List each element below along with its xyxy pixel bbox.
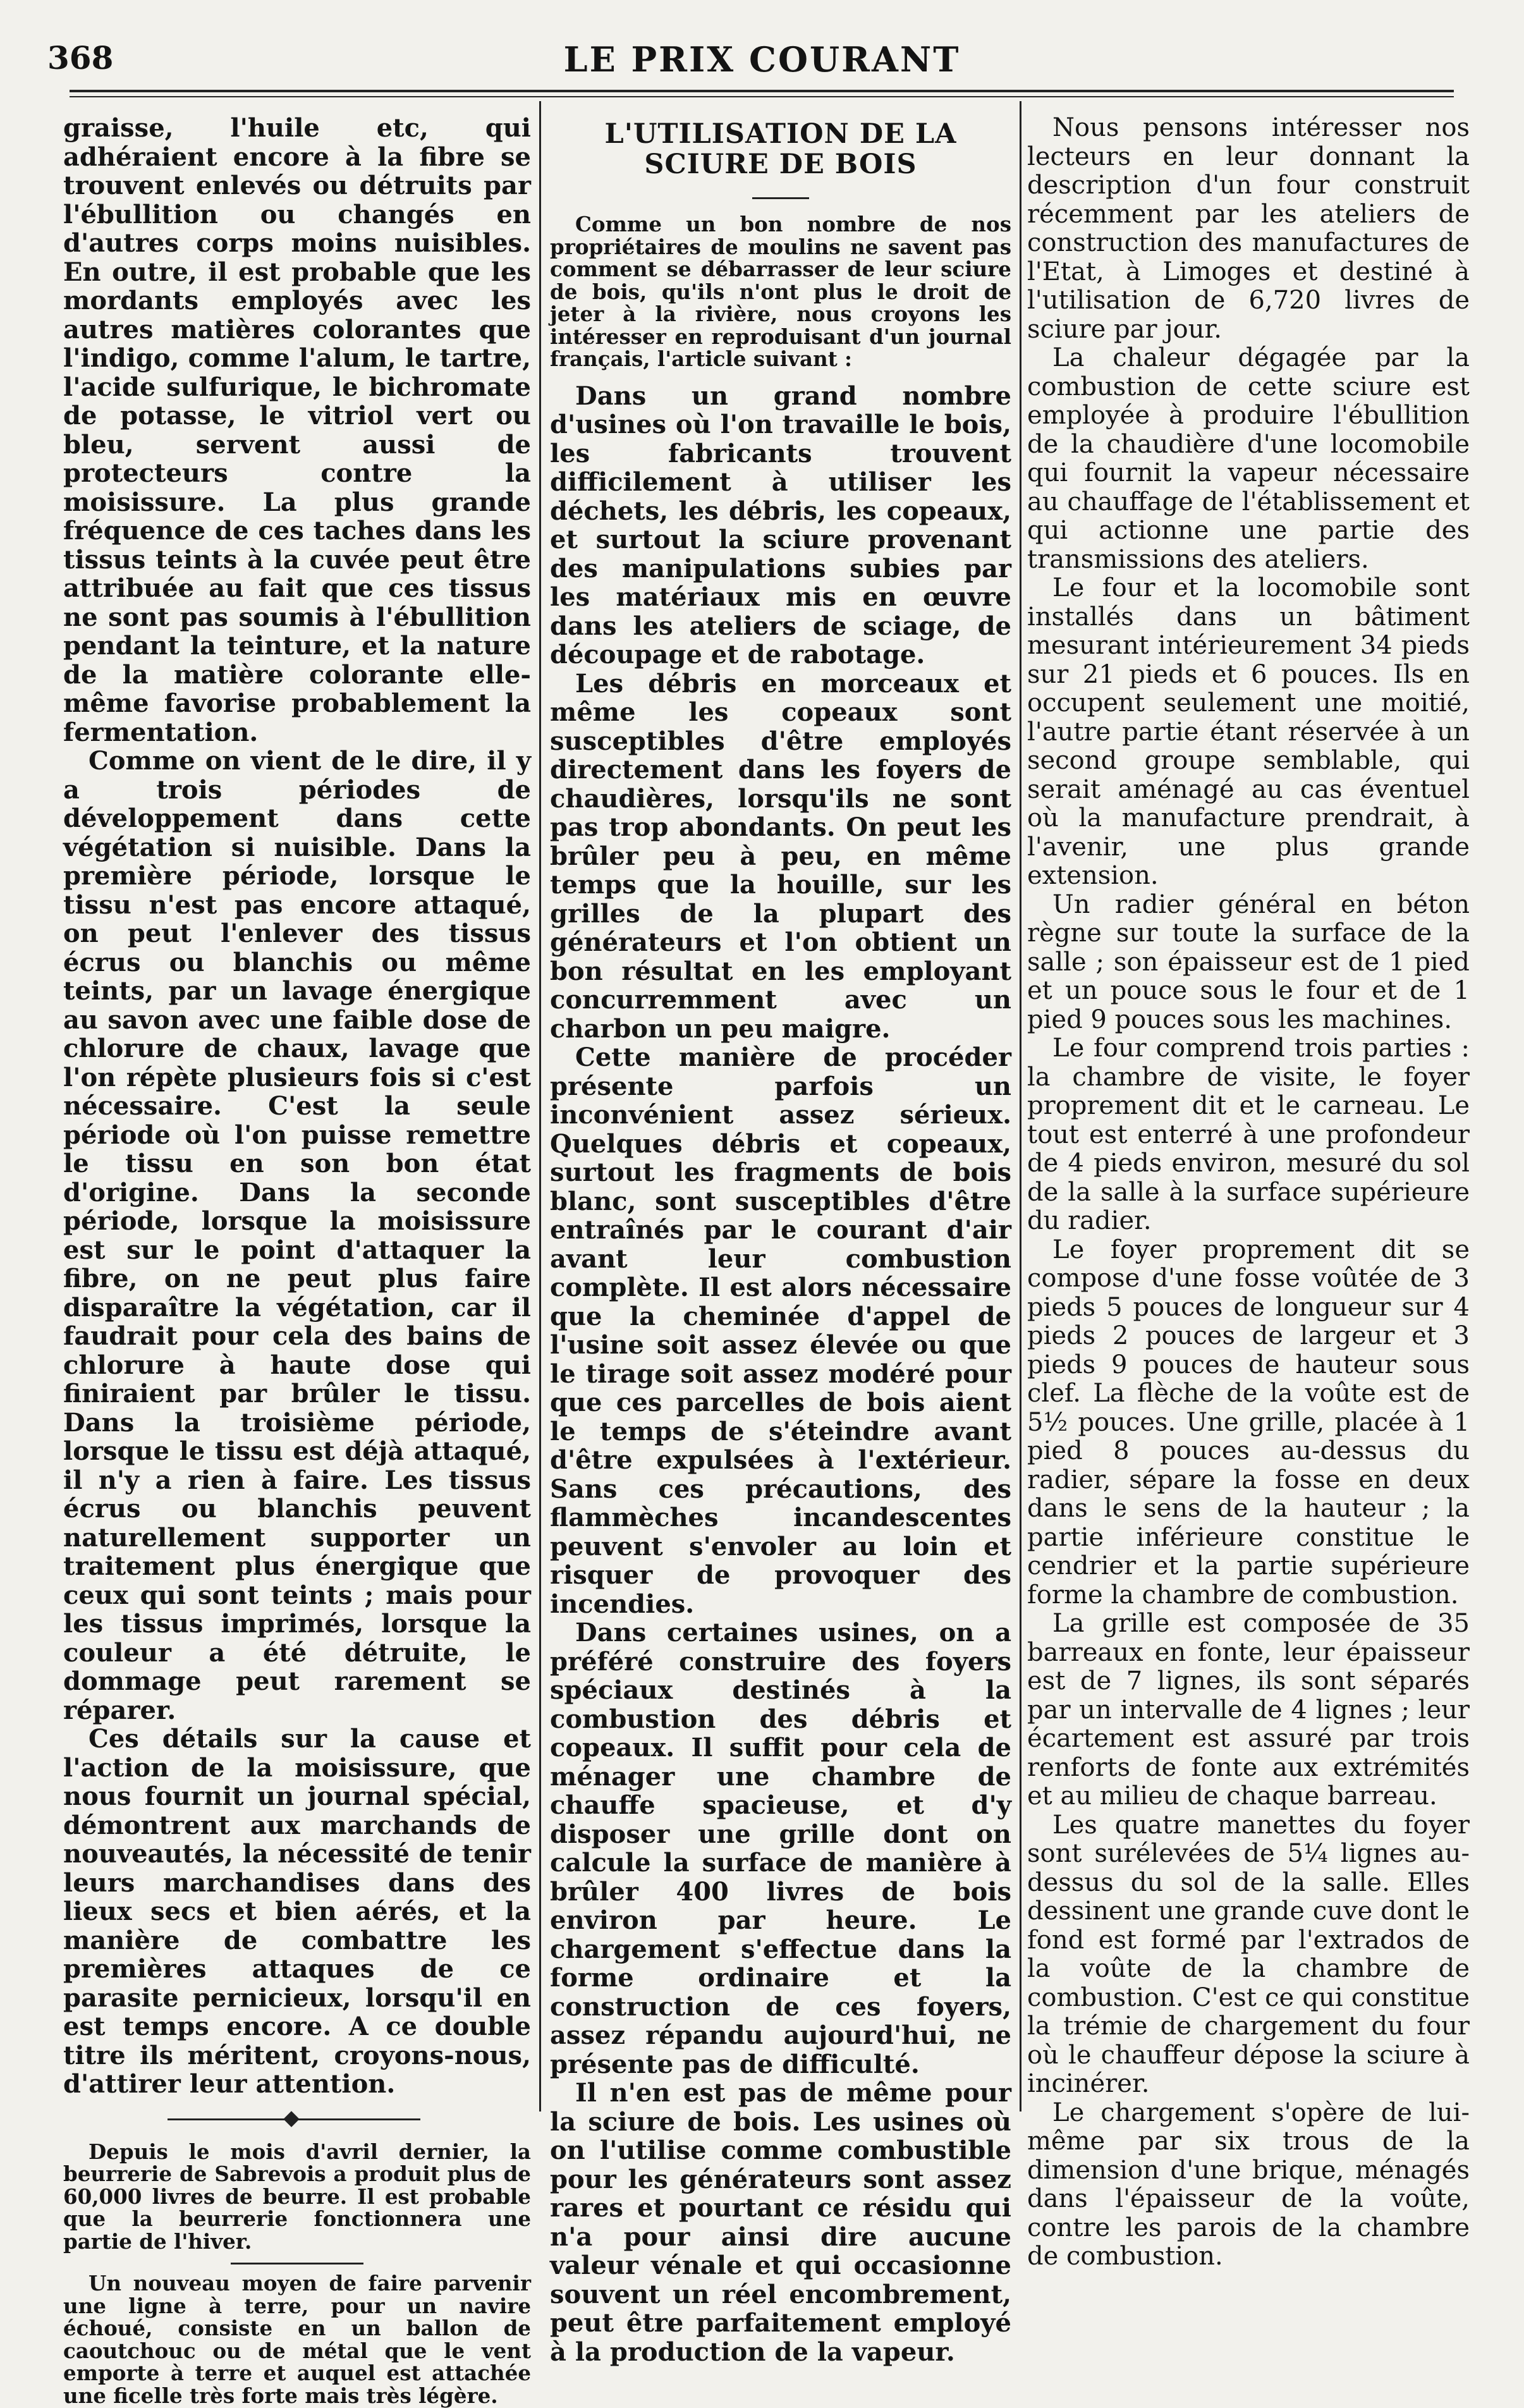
title-rule — [752, 197, 809, 199]
article-paragraph: Le four et la locomobile sont installés dans un bâtiment mesurant intérieurement 34 pieds sur 21 pieds et 6 pouces. Ils en occupent seulement une moitié, l'autre partie étant réservée à un second groupe semblable, qui serait aménagé au cas éventuel où la manufacture prendrait, à l'avenir, une plus grande extension. — [1027, 573, 1470, 890]
column-divider-left — [539, 101, 541, 2112]
article-paragraph: Dans un grand nombre d'usines où l'on travaille le bois, les fabricants trouvent difficilement à utiliser les déchets, les débris, les copeaux, et surtout la sciure provenant des manipulations subies par les matériaux mis en œuvre dans les ateliers de sciage, de découpage et de rabotage. — [550, 381, 1011, 669]
column-divider-right — [1020, 101, 1021, 2112]
article-paragraph: Les quatre manettes du foyer sont surélevées de 5¼ lignes au-dessus du sol de la salle. Elles dessinent une grande cuve dont le fond est formé par l'extrados de la voûte de la chambre de combustion. C'est ce qui constitue la trémie de chargement du four où le chauffeur dépose la sciure à incinérer. — [1027, 1810, 1470, 2098]
article-paragraph: Un radier général en béton règne sur toute la surface de la salle ; son épaisseur est de 1 pied et un pouce sous le four et de 1 pied 9 pouces sous les machines. — [1027, 889, 1470, 1034]
news-item: Depuis le mois d'avril dernier, la beurrerie de Sabrevois a produit plus de 60,000 livres de beurre. Il est probable que la beurrerie fonctionnera une partie de l'hiver. — [63, 2139, 531, 2254]
article-paragraph: Les débris en morceaux et même les copeaux sont susceptibles d'être employés directement dans les foyers de chaudières, lorsqu'ils ne sont pas trop abondants. On peut les brûler peu à peu, en même temps que la houille, sur les grilles de la plupart des générateurs et l'on obtient un bon résultat en les employant concurremment avec un charbon un peu maigre. — [550, 668, 1011, 1044]
news-item: Un nouveau moyen de faire parvenir une ligne à terre, pour un navire échoué, consiste en un ballon de caoutchouc ou de métal que le vent emporte à terre et auquel est attachée une ficelle très forte mais très légère. — [63, 2271, 531, 2408]
article-continuation-paragraph: graisse, l'huile etc, qui adhéraient encore à la fibre se trouvent enlevés ou détruits par l'ébullition ou changés en d'autres corps moins nuisibles. En outre, il est probable que les mordants employés avec les autres matières colorantes que l'indigo, comme l'alum, le tartre, l'acide sulfurique, le bichromate de potasse, le vitriol vert ou bleu, servent aussi de protecteurs contre la moisissure. La plus grande fréquence de ces taches dans les tissus teints à la cuvée peut être attribuée au fait que ces tissus ne sont pas soumis à l'ébullition pendant la teinture, et la nature de la matière colorante elle-même favorise probablement la fermentation. — [63, 113, 531, 747]
article-paragraph: Dans certaines usines, on a préféré construire des foyers spéciaux destinés à la combustion des débris et copeaux. Il suffit pour cela de ménager une chambre de chauffe spacieuse, et d'y disposer une grille dont on calcule la surface de manière à brûler 400 livres de bois environ par heure. Le chargement s'effectue dans la forme ordinaire et la construction de ces foyers, assez répandu aujourd'hui, ne présente pas de difficulté. — [550, 1618, 1011, 2079]
article-paragraph: Il n'en est pas de même pour la sciure de bois. Les usines où on l'utilise comme combustible pour les générateurs sont assez rares et pourtant ce résidu qui n'a pour ainsi dire aucune valeur vénale et qui occasionne souvent un réel encombrement, peut être parfaitement employé à la production de la vapeur. — [550, 2078, 1011, 2367]
right-column — [1027, 113, 1470, 2271]
article-paragraph: Ces détails sur la cause et l'action de la moisissure, que nous fournit un journal spécial, démontrent aux marchands de nouveautés, la nécessité de tenir leurs marchandises dans des lieux secs et bien aérés, et la manière de combattre les premières attaques de ce parasite pernicieux, lorsqu'il en est temps encore. A ce double titre ils méritent, croyons-nous, d'attirer leur attention. — [63, 1724, 531, 2099]
middle-column — [550, 114, 1011, 2367]
article-paragraph: Le foyer proprement dit se compose d'une fosse voûtée de 3 pieds 5 pouces de longueur sur 4 pieds 2 pouces de largeur et 3 pieds 9 pouces de hauteur sous clef. La flèche de la voûte est de 5½ pouces. Une grille, placée à 1 pied 8 pouces au-dessus du radier, sépare la fosse en deux dans le sens de la hauteur ; la partie inférieure constitue le cendrier et la partie supérieure forme la chambre de combustion. — [1027, 1235, 1470, 1610]
article-paragraph: Cette manière de procéder présente parfois un inconvénient assez sérieux. Quelques débris et copeaux, surtout les fragments de bois blanc, sont susceptibles d'être entraînés par le courant d'air avant leur combustion complète. Il est alors nécessaire que la cheminée d'appel de l'usine soit assez élevée ou que le tirage soit assez modéré pour que ces parcelles de bois aient le temps de s'éteindre avant d'être expulsées à l'extérieur. Sans ces précautions, des flammèches incandescentes peuvent s'envoler au loin et risquer de provoquer des incendies. — [550, 1042, 1011, 1619]
article-intro: Comme un bon nombre de nos propriétaires de moulins ne savent pas comment se débarrasser de leur sciure de bois, qu'ils n'ont plus le droit de jeter à la rivière, nous croyons les intéresser en reproduisant d'un journal français, l'article suivant : — [550, 212, 1011, 371]
page-header — [0, 0, 1524, 80]
article-paragraph: Nous pensons intéresser nos lecteurs en leur donnant la description d'un four construit récemment par les ateliers de construction des manufactures de l'Etat, à Limoges et destiné à l'utilisation de 6,720 livres de sciure par jour. — [1027, 113, 1470, 344]
journal-title: LE PRIX COURANT — [563, 39, 961, 80]
article-paragraph: Le chargement s'opère de lui-même par six trous de la dimension d'une brique, ménagés dans l'épaisseur de la voûte, contre les parois de la chambre de combustion. — [1027, 2098, 1470, 2271]
left-column — [63, 113, 531, 2408]
article-paragraph: Le four comprend trois parties : la chambre de visite, le foyer proprement dit et le carneau. Le tout est enterré à une profondeur de 4 pieds environ, mesuré du sol de la salle à la surface supérieure du radier. — [1027, 1034, 1470, 1235]
header-rule — [70, 90, 1454, 92]
header-rule-thin — [70, 96, 1454, 97]
news-divider — [231, 2263, 363, 2264]
section-ornament — [63, 2108, 531, 2130]
article-paragraph: Comme on vient de le dire, il y a trois périodes de développement dans cette végétation si nuisible. Dans la première période, lorsque le tissu n'est pas encore attaqué, on peut l'enlever des tissus écrus ou blanchis ou même teints, par un lavage énergique au savon avec une faible dose de chlorure de chaux, lavage que l'on répète plusieurs fois si c'est nécessaire. C'est la seule période où l'on puisse remettre le tissu en son bon état d'origine. Dans la seconde période, lorsque la moisissure est sur le point d'attaquer la fibre, on ne peut plus faire disparaître la végétation, car il faudrait pour cela des bains de chlorure à haute dose qui finiraient par brûler le tissu. Dans la troisième période, lorsque le tissu est déjà attaqué, il n'y a rien à faire. Les tissus écrus ou blanchis peuvent naturellement supporter un traitement plus énergique que ceux qui sont teints ; mais pour les tissus imprimés, lorsque la couleur a été détruite, le dommage peut rarement se réparer. — [63, 746, 531, 1725]
article-paragraph: La chaleur dégagée par la combustion de cette sciure est employée à produire l'ébullition de la chaudière d'une locomobile qui fournit la vapeur nécessaire au chauffage de l'établissement et qui actionne une partie des transmissions des ateliers. — [1027, 343, 1470, 574]
article-paragraph: La grille est composée de 35 barreaux en fonte, leur épaisseur est de 7 lignes, ils sont séparés par un intervalle de 4 lignes ; leur écartement est assuré par trois renforts de fonte aux extrémités et au milieu de chaque barreau. — [1027, 1609, 1470, 1811]
article-title: L'UTILISATION DE LA SCIURE DE BOIS — [604, 118, 957, 180]
page-number: 368 — [47, 39, 114, 76]
diamond-ornament-icon — [283, 2111, 299, 2127]
